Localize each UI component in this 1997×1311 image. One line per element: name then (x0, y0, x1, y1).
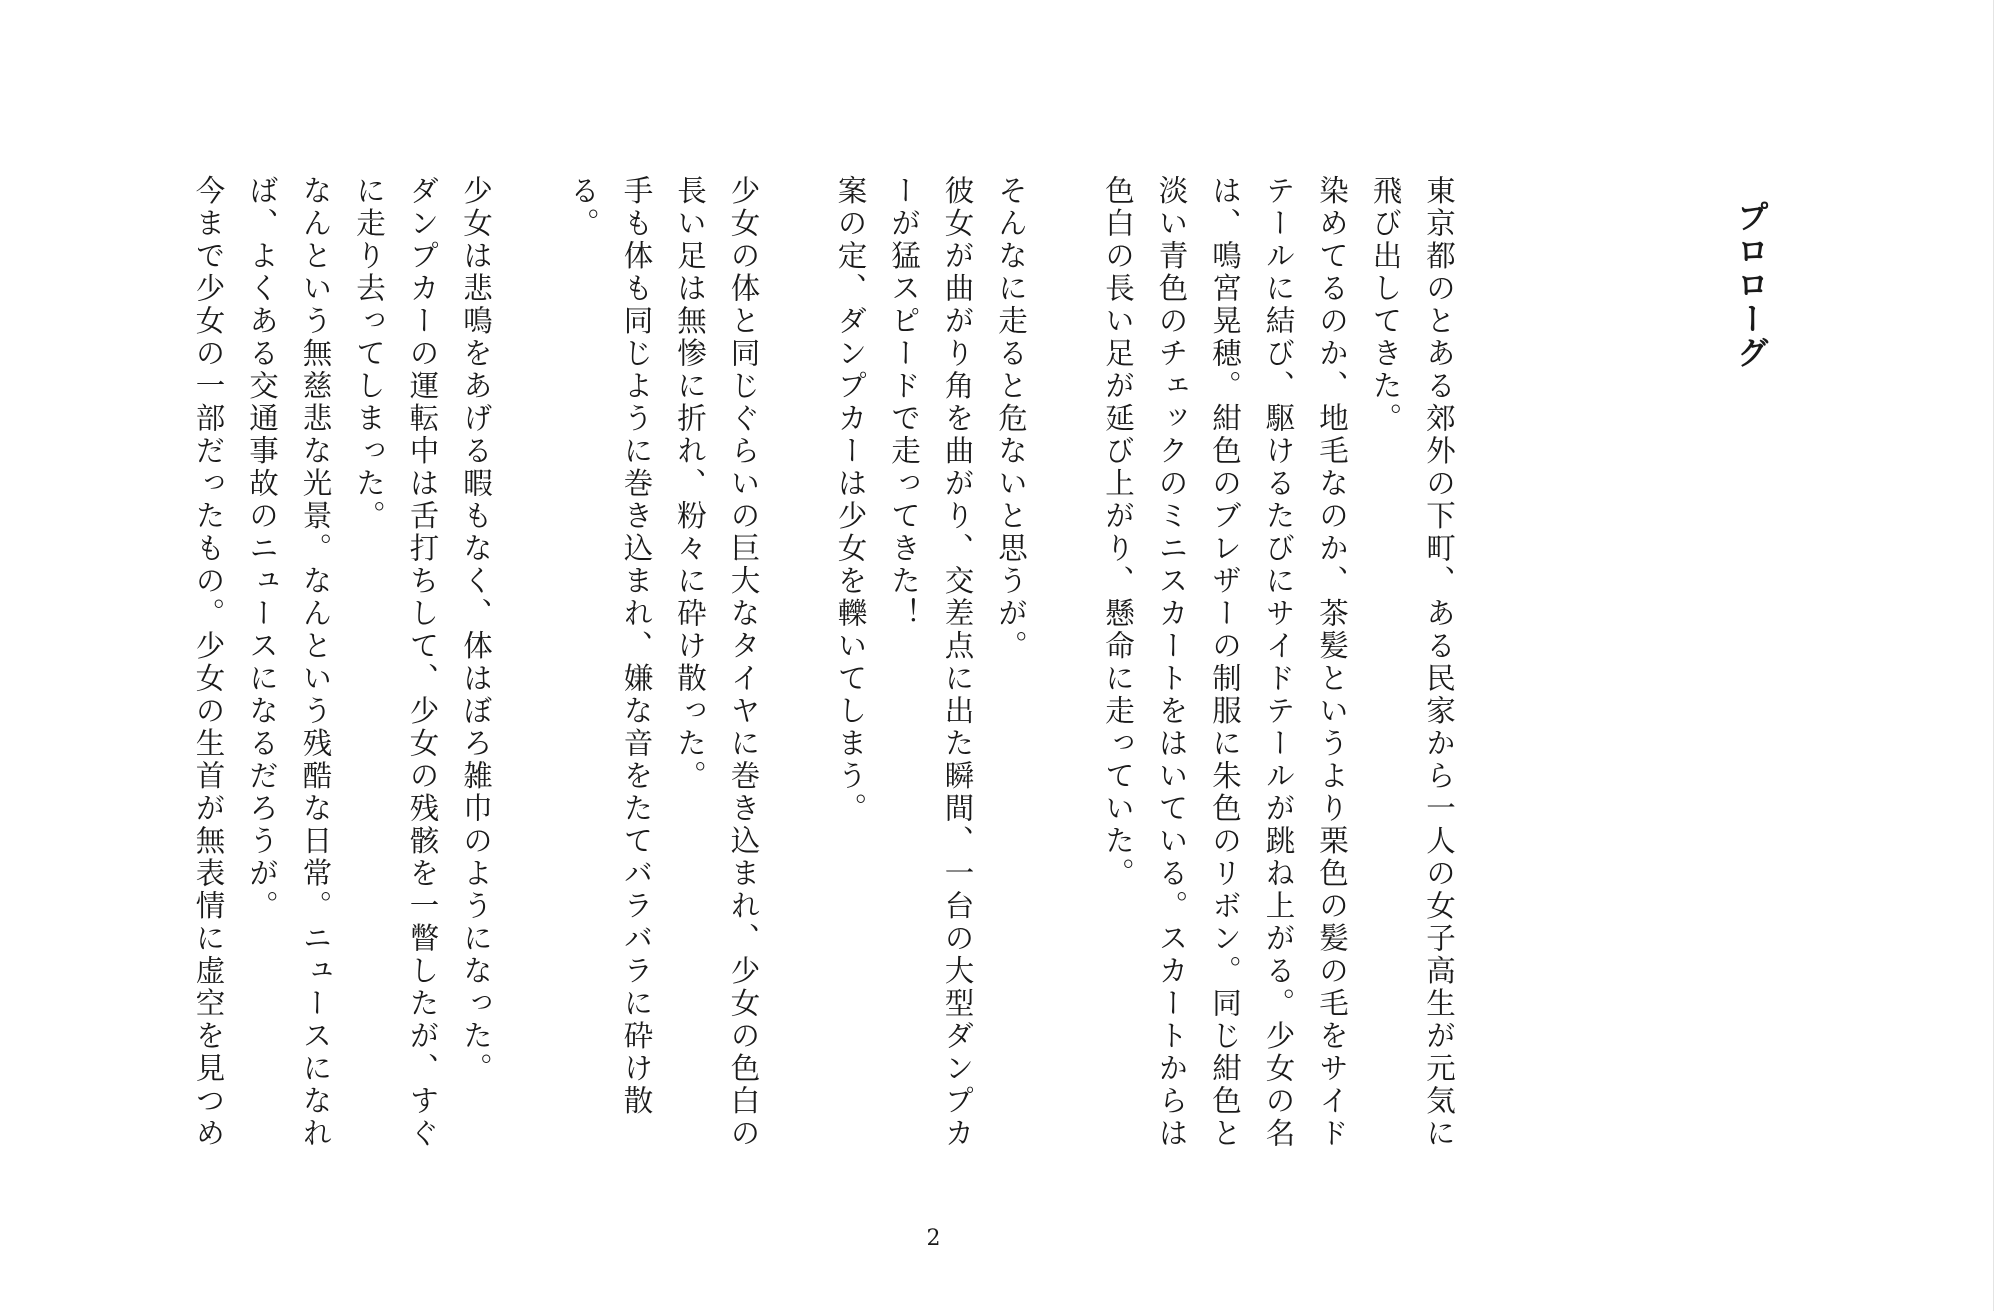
paragraph: そんなに走ると危ないと思うが。 (994, 175, 1028, 663)
paragraph-blank (770, 175, 824, 1180)
paragraph: 今まで少女の一部だったもの。少女の生首が無表情に虚空を見つめ (191, 175, 226, 1150)
paragraph-blank (502, 175, 556, 1180)
chapter-title: プロローグ (1732, 200, 1770, 370)
paragraph-blank (1037, 175, 1091, 1180)
body-text (181, 175, 1465, 1180)
paragraph: なんという無慈悲な光景。なんという残酷な日常。ニュースになれば、よくある交通事故のニュースになるだろうが。 (245, 175, 333, 1150)
paragraph: 彼女が曲がり角を曲がり、交差点に出た瞬間、一台の大型ダンプカーが猛スピードで走ってきた！ (887, 175, 975, 1150)
paragraph: 手も体も同じように巻き込まれ、嫌な音をたてバラバラに砕け散る。 (566, 175, 654, 1118)
page-number: 2 (926, 1226, 941, 1251)
paragraph: ダンプカーの運転中は舌打ちして、少女の残骸を一瞥したが、すぐに走り去ってしまった。 (352, 175, 440, 1150)
paragraph: 案の定、ダンプカーは少女を轢いてしまう。 (833, 175, 868, 825)
paragraph: 東京都のとある郊外の下町、ある民家から一人の女子高生が元気に飛び出してきた。 (1368, 175, 1456, 1150)
page-edge-divider (1993, 0, 1994, 1311)
paragraph: 染めてるのか、地毛なのか、茶髪というより栗色の髪の毛をサイドテールに結び、駆けるたびにサイドテールが跳ね上がる。少女の名は、鳴宮晃穂。紺色のブレザーの制服に朱色のリボン。同じ紺色と淡い青色のチェックのミニスカートをはいている。スカートからは色白の長い足が延び上がり、懸命に走っていた。 (1101, 175, 1349, 1150)
paragraph: 少女は悲鳴をあげる暇もなく、体はぼろ雑巾のようになった。 (459, 175, 493, 1085)
paragraph: 少女の体と同じぐらいの巨大なタイヤに巻き込まれ、少女の色白の長い足は無惨に折れ、粉々に砕け散った。 (673, 175, 761, 1150)
